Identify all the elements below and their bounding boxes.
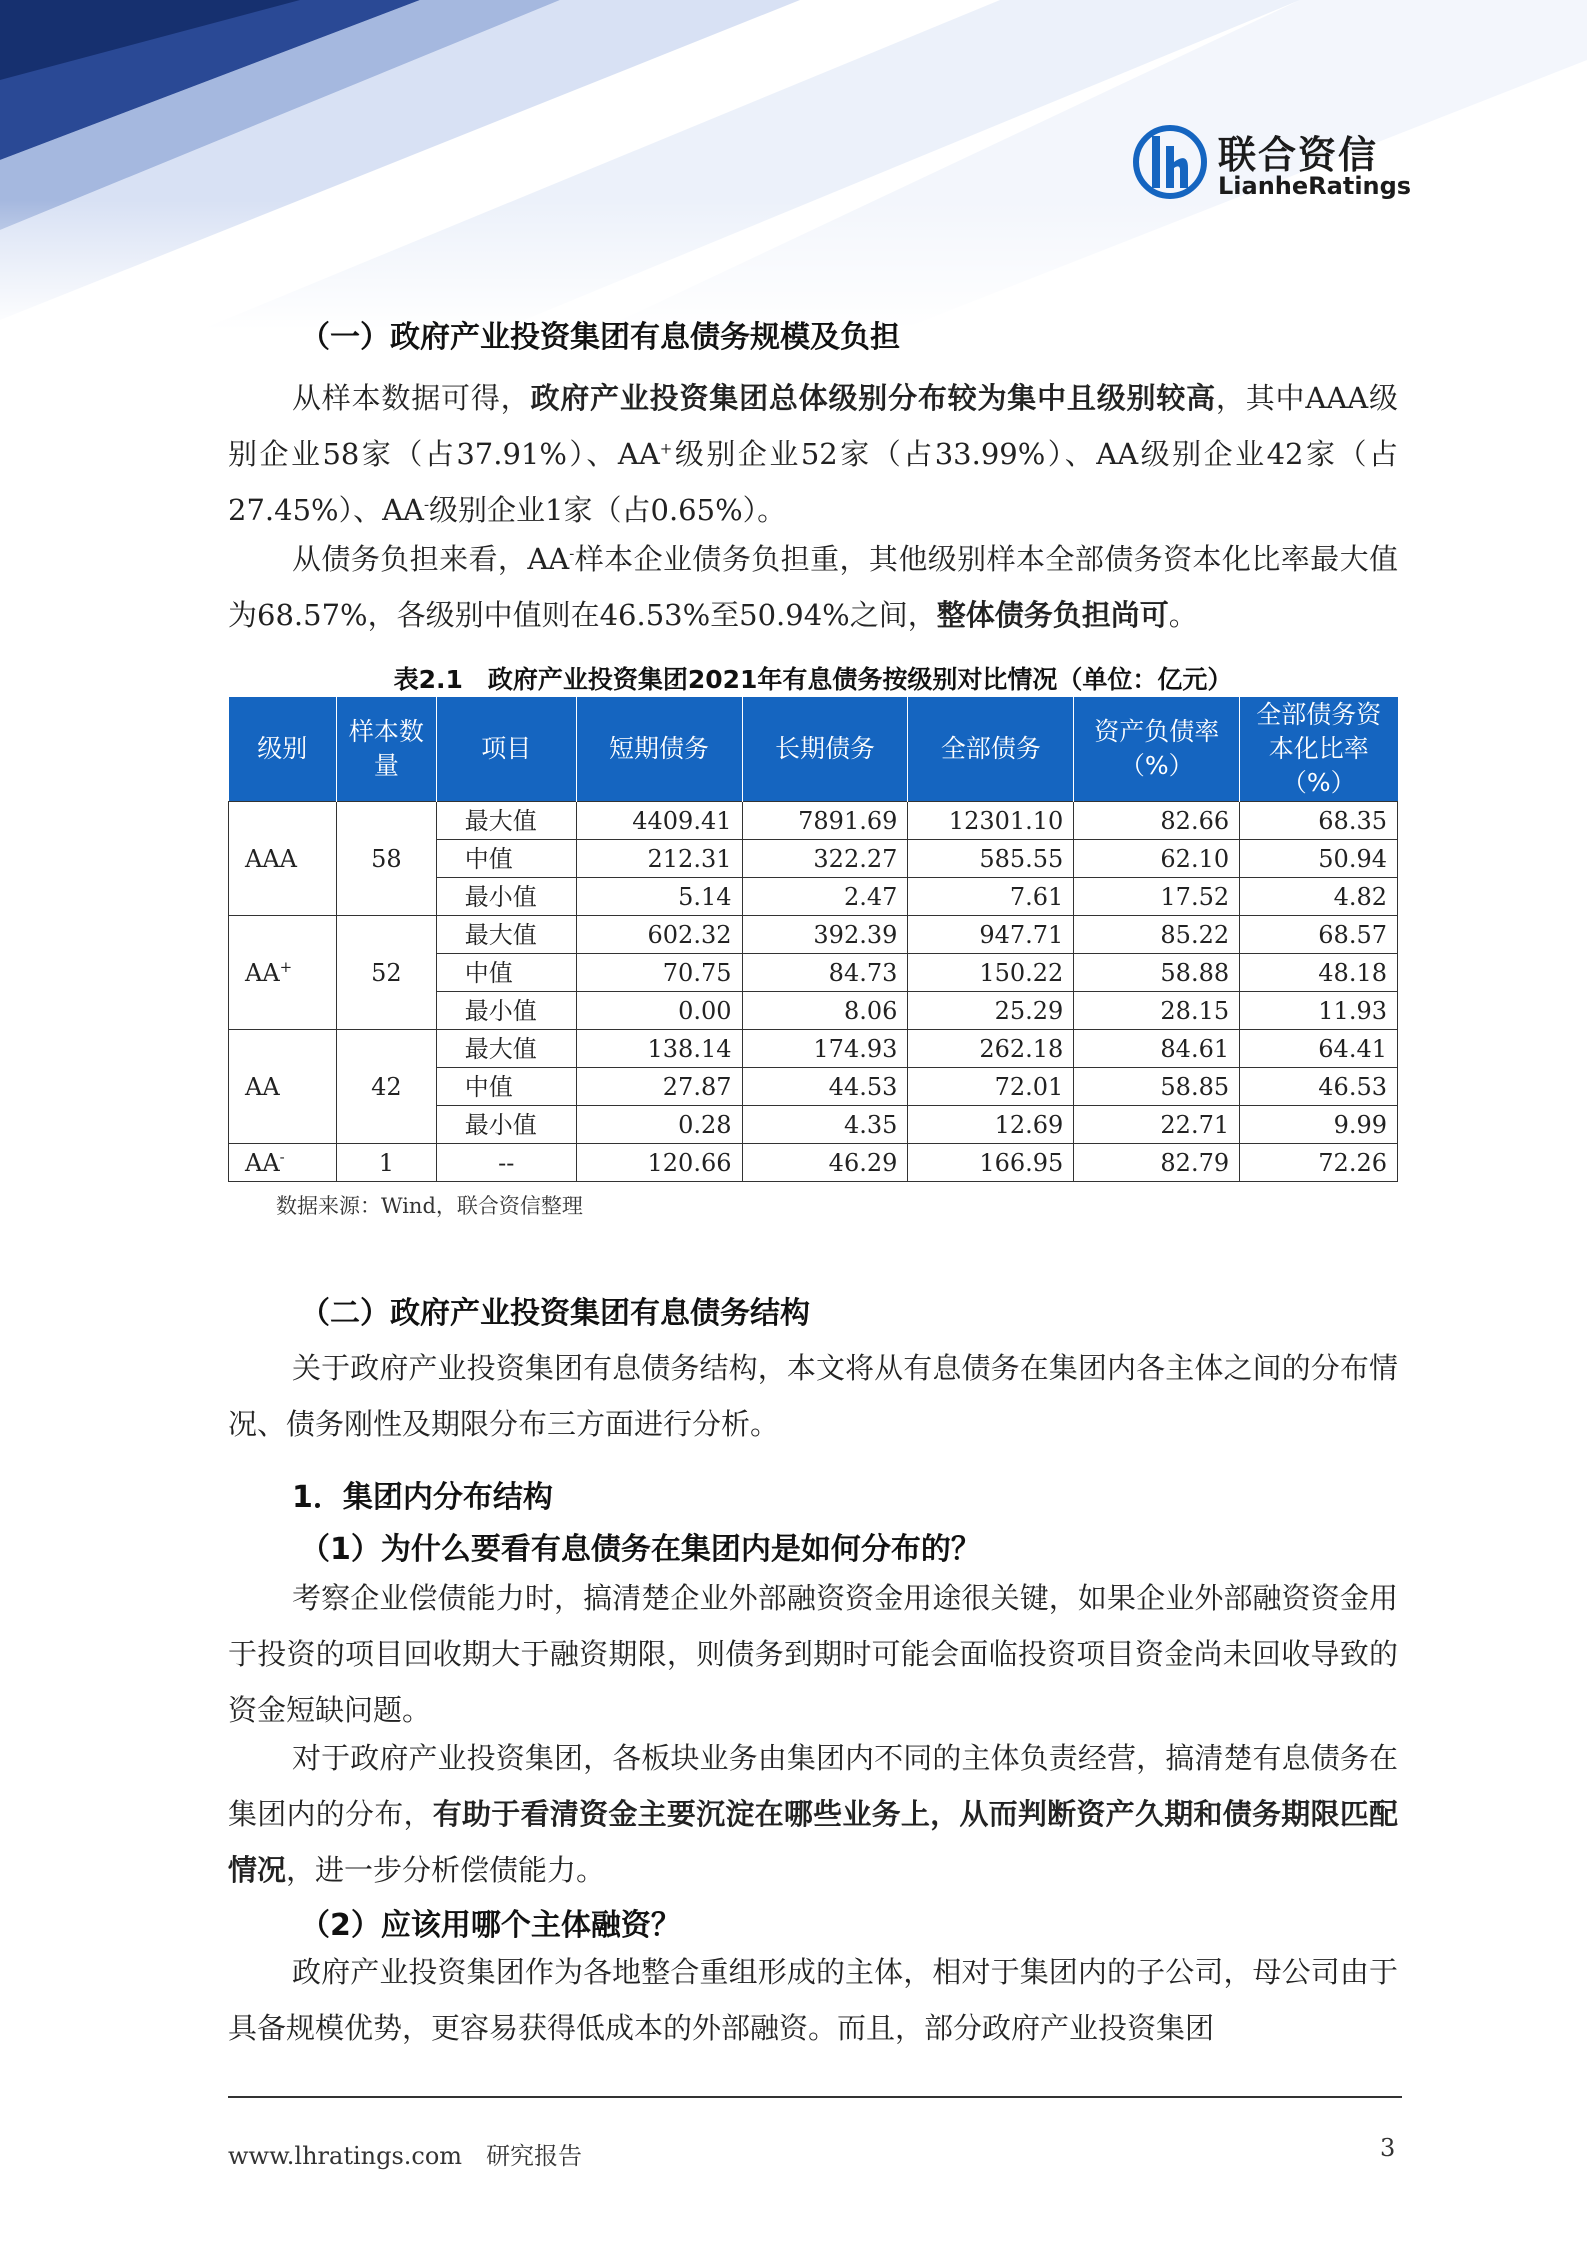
table-header-row xyxy=(229,697,1398,802)
cell-cap-ratio: 9.99 xyxy=(1240,1106,1398,1144)
cell-total-debt: 72.01 xyxy=(908,1068,1074,1106)
question-2-heading: （2）应该用哪个主体融资？ xyxy=(300,1908,681,1943)
cell-long-debt: 322.27 xyxy=(742,840,908,878)
brand-name-cn: 联合资信 xyxy=(1218,133,1379,177)
table-row xyxy=(229,1030,1398,1068)
cell-sample: 52 xyxy=(336,916,436,1030)
subsection-1-heading: 1．集团内分布结构 xyxy=(292,1480,553,1515)
cell-debt-ratio: 84.61 xyxy=(1074,1030,1240,1068)
cell-short-debt: 602.32 xyxy=(576,916,742,954)
cell-short-debt: 5.14 xyxy=(576,878,742,916)
grade-superscript: - xyxy=(279,1147,285,1166)
cell-short-debt: 0.00 xyxy=(576,992,742,1030)
header-grade: 级别 xyxy=(229,697,337,802)
grade-superscript: + xyxy=(279,957,293,976)
footer-label: 研究报告 xyxy=(486,2142,583,2170)
bold-text: 整体债务负担尚可 xyxy=(936,598,1169,632)
question-2-paragraph-1: 政府产业投资集团作为各地整合重组形成的主体，相对于集团内的子公司，母公司由于具备规模优势，更容易获得低成本的外部融资。而且，部分政府产业投资集团 xyxy=(228,1955,1398,2045)
cell-item: 最小值 xyxy=(436,992,576,1030)
cell-debt-ratio: 28.15 xyxy=(1074,992,1240,1030)
cell-item: 最小值 xyxy=(436,878,576,916)
cell-long-debt: 8.06 xyxy=(742,992,908,1030)
cell-debt-ratio: 58.88 xyxy=(1074,954,1240,992)
cell-cap-ratio: 68.35 xyxy=(1240,802,1398,840)
text-span: 从样本数据可得， xyxy=(292,381,531,415)
cell-sample: 58 xyxy=(336,802,436,916)
cell-grade xyxy=(229,1030,337,1144)
header-debt-ratio: 资产负债率（%） xyxy=(1074,697,1240,802)
table-body xyxy=(229,802,1398,1182)
header-total-debt: 全部债务 xyxy=(908,697,1074,802)
cell-cap-ratio: 64.41 xyxy=(1240,1030,1398,1068)
table-title: 表2.1 政府产业投资集团2021年有息债务按级别对比情况（单位：亿元） xyxy=(393,665,1233,694)
cell-long-debt: 392.39 xyxy=(742,916,908,954)
cell-cap-ratio: 50.94 xyxy=(1240,840,1398,878)
cell-debt-ratio: 82.66 xyxy=(1074,802,1240,840)
cell-debt-ratio: 85.22 xyxy=(1074,916,1240,954)
bold-text: 政府产业投资集团总体级别分布较为集中且级别较高 xyxy=(530,381,1216,415)
cell-short-debt: 70.75 xyxy=(576,954,742,992)
superscript: + xyxy=(659,439,673,458)
cell-item: 最小值 xyxy=(436,1106,576,1144)
grade-text: AA xyxy=(245,1148,280,1177)
cell-item: 最大值 xyxy=(436,916,576,954)
text-span: 对于政府产业投资集团，各板块业务由集团内不同的主体负责经营，搞清楚有息债务在集团内的分布， xyxy=(228,1741,1398,1831)
cell-cap-ratio: 11.93 xyxy=(1240,992,1398,1030)
cell-total-debt: 585.55 xyxy=(908,840,1074,878)
header-sample: 样本数量 xyxy=(336,697,436,802)
cell-debt-ratio: 58.85 xyxy=(1074,1068,1240,1106)
brand-logo xyxy=(1130,118,1420,208)
header-item: 项目 xyxy=(436,697,576,802)
cell-item: 最大值 xyxy=(436,802,576,840)
cell-total-debt: 25.29 xyxy=(908,992,1074,1030)
cell-short-debt: 120.66 xyxy=(576,1144,742,1182)
footer-divider xyxy=(228,2096,1402,2098)
cell-long-debt: 174.93 xyxy=(742,1030,908,1068)
header-short-debt: 短期债务 xyxy=(576,697,742,802)
cell-short-debt: 138.14 xyxy=(576,1030,742,1068)
text-span: 级别企业52家（占33.99%）、AA级别企业42家（占27.45%）、AA xyxy=(228,437,1398,527)
question-1-paragraph-1: 考察企业偿债能力时，搞清楚企业外部融资资金用途很关键，如果企业外部融资资金用于投资的项目回收期大于融资期限，则债务到期时可能会面临投资项目资金尚未回收导致的资金短缺问题。 xyxy=(228,1581,1398,1727)
cell-item: -- xyxy=(436,1144,576,1182)
cell-long-debt: 44.53 xyxy=(742,1068,908,1106)
question-1-heading: （1）为什么要看有息债务在集团内是如何分布的？ xyxy=(300,1532,981,1567)
cell-total-debt: 262.18 xyxy=(908,1030,1074,1068)
section1-heading: （一）政府产业投资集团有息债务规模及负担 xyxy=(300,320,900,355)
cell-cap-ratio: 46.53 xyxy=(1240,1068,1398,1106)
cell-total-debt: 150.22 xyxy=(908,954,1074,992)
table-row xyxy=(229,916,1398,954)
table-row xyxy=(229,1144,1398,1182)
cell-short-debt: 0.28 xyxy=(576,1106,742,1144)
cell-sample: 42 xyxy=(336,1030,436,1144)
cell-debt-ratio: 17.52 xyxy=(1074,878,1240,916)
table-row xyxy=(229,802,1398,840)
cell-short-debt: 4409.41 xyxy=(576,802,742,840)
table-source: 数据来源：Wind，联合资信整理 xyxy=(276,1194,583,1218)
section1-paragraph-1 xyxy=(228,370,1398,538)
cell-total-debt: 12.69 xyxy=(908,1106,1074,1144)
section1-paragraph-2 xyxy=(228,531,1398,643)
cell-item: 最大值 xyxy=(436,1030,576,1068)
footer-url[interactable]: www.lhratings.com xyxy=(228,2142,463,2170)
bold-text: 有助于看清资金主要沉淀在哪些业务上，从而判断资产久期和债务期限匹配情况 xyxy=(228,1797,1398,1887)
cell-total-debt: 947.71 xyxy=(908,916,1074,954)
page-number: 3 xyxy=(1380,2134,1396,2162)
cell-total-debt: 12301.10 xyxy=(908,802,1074,840)
cell-grade xyxy=(229,916,337,1030)
cell-total-debt: 7.61 xyxy=(908,878,1074,916)
header-cap-ratio: 全部债务资本化比率（%） xyxy=(1240,697,1398,802)
footer-text xyxy=(228,2136,582,2171)
cell-short-debt: 27.87 xyxy=(576,1068,742,1106)
cell-long-debt: 84.73 xyxy=(742,954,908,992)
cell-cap-ratio: 4.82 xyxy=(1240,878,1398,916)
cell-debt-ratio: 62.10 xyxy=(1074,840,1240,878)
cell-grade xyxy=(229,1144,337,1182)
grade-text: AA xyxy=(245,1072,280,1101)
header-long-debt: 长期债务 xyxy=(742,697,908,802)
text-span: 从债务负担来看，AA xyxy=(292,542,570,576)
text-span: ，进一步分析偿债能力。 xyxy=(286,1853,606,1887)
grade-text: AA xyxy=(245,958,280,987)
logo-mark-icon xyxy=(1130,122,1210,202)
cell-grade xyxy=(229,802,337,916)
text-span: 样本企业债务负担重，其他级别样本全部债务资本化比率最大值为68.57%，各级别中值则在46.53%至50.94%之间， xyxy=(228,542,1398,632)
brand-name-en: LianheRatings xyxy=(1218,172,1412,200)
superscript: - xyxy=(423,495,430,514)
text-span: ，其中AAA级别企业58家（占37.91%）、AA xyxy=(228,381,1398,471)
grade-text: AAA xyxy=(245,844,297,873)
cell-cap-ratio: 48.18 xyxy=(1240,954,1398,992)
cell-long-debt: 46.29 xyxy=(742,1144,908,1182)
cell-item: 中值 xyxy=(436,954,576,992)
superscript: - xyxy=(569,544,575,563)
cell-item: 中值 xyxy=(436,1068,576,1106)
cell-debt-ratio: 82.79 xyxy=(1074,1144,1240,1182)
cell-item: 中值 xyxy=(436,840,576,878)
text-span: 。 xyxy=(1168,598,1198,632)
cell-long-debt: 7891.69 xyxy=(742,802,908,840)
cell-cap-ratio: 72.26 xyxy=(1240,1144,1398,1182)
cell-total-debt: 166.95 xyxy=(908,1144,1074,1182)
cell-sample: 1 xyxy=(336,1144,436,1182)
cell-cap-ratio: 68.57 xyxy=(1240,916,1398,954)
cell-debt-ratio: 22.71 xyxy=(1074,1106,1240,1144)
text-span: 级别企业1家（占0.65%）。 xyxy=(429,493,787,527)
cell-short-debt: 212.31 xyxy=(576,840,742,878)
cell-long-debt: 4.35 xyxy=(742,1106,908,1144)
debt-table xyxy=(228,697,1398,1182)
section2-intro: 关于政府产业投资集团有息债务结构，本文将从有息债务在集团内各主体之间的分布情况、债务刚性及期限分布三方面进行分析。 xyxy=(228,1351,1398,1441)
question-1-paragraph-2 xyxy=(228,1730,1398,1898)
section2-heading: （二）政府产业投资集团有息债务结构 xyxy=(300,1296,810,1331)
cell-long-debt: 2.47 xyxy=(742,878,908,916)
